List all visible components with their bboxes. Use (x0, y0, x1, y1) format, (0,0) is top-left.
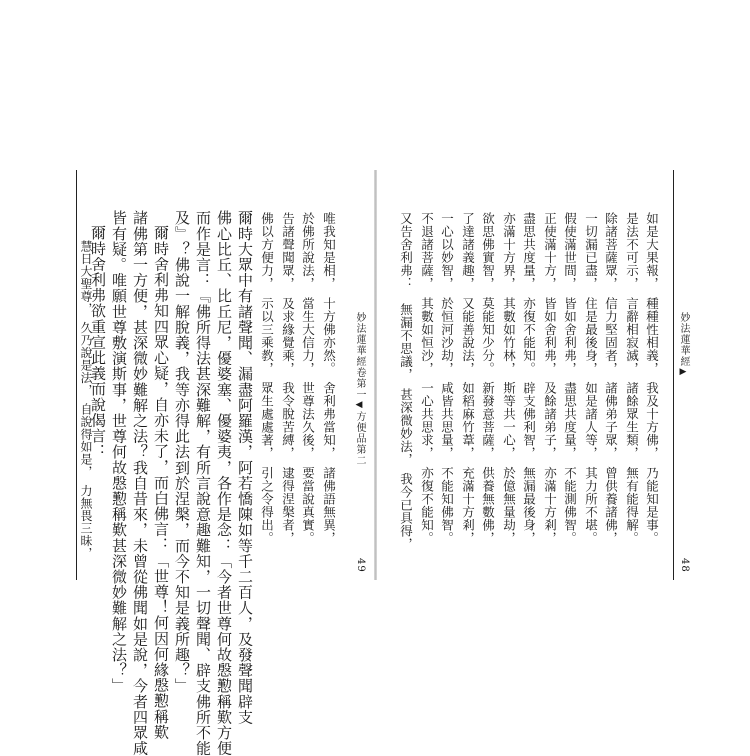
left-page-edge (76, 170, 77, 580)
prose-column: 皆有疑。唯願世尊敷演斯事，世尊何故慇懃稱歎甚深微妙難解之法？」 (110, 210, 128, 694)
prose-column: 佛心比丘、比丘尼，優婆塞、優婆夷，各作是念：「今者世尊何故慇懃稱歎方便 (215, 210, 233, 756)
prose-column: 爾時舍利弗欲重宣此義而說偈言： (89, 225, 107, 459)
verse-column: 除諸菩薩眾， 信力堅固者， 諸佛弟子眾， 曾供養諸佛， (603, 212, 619, 545)
right-page-number: 48 (679, 558, 690, 573)
verse-column: 於佛所說法， 當生大信力， 世尊法久後， 要當說真實。 (300, 212, 316, 545)
left-page-number: 49 (355, 558, 366, 573)
right-page-header (678, 312, 688, 378)
verse-column: 慧日大聖尊， 久乃說是法， 自說得如是， 力無畏三昧， (79, 240, 93, 560)
verse-column: 亦滿十方界， 其數如竹林， 斯等共一心， 於億無量劫， (501, 212, 517, 545)
verse-column: 一切漏已盡， 住是最後身， 如是諸人等， 其力所不堪。 (583, 212, 599, 545)
header-title: 妙法蓮華經卷第一 (354, 312, 365, 400)
prose-column: 爾時舍利弗知四眾心疑，自亦未了，而白佛言：「世尊！何因何緣慇懃稱歎 (152, 225, 170, 740)
prose-column: 爾時大眾中有諸聲聞、漏盡阿羅漢，阿若憍陳如等千二百人，及發聲聞辟支 (236, 210, 254, 725)
verse-column: 了達諸義趣， 又能善說法， 如稻麻竹葦， 充滿十方剎， (460, 212, 476, 545)
verse-column: 佛以方便力， 示以三乘教， 眾生處處著， 引之令得出。 (259, 212, 275, 545)
header-chapter: 方便品第二 (354, 411, 365, 466)
book-gutter (374, 170, 377, 580)
verse-column: 唯我知是相， 十方佛亦然。 舍利弗當知， 諸佛語無異， (321, 212, 337, 545)
left-page-header (354, 312, 364, 466)
header-title: 妙法蓮華經 (678, 312, 689, 367)
verse-column: 又告舍利弗： 無漏不思議， 甚深微妙法， 我今已具得， (398, 212, 414, 551)
verse-column: 正使滿十方， 皆如舍利弗， 及餘諸弟子， 亦滿十方剎， (542, 212, 558, 545)
prose-column: 諸佛第一方便，甚深微妙難解之法？我自昔來，未曾從佛聞如是說，今者四眾咸 (131, 210, 149, 756)
verse-column: 一心以妙智， 於恒河沙劫， 咸皆共思量， 不能知佛智。 (439, 212, 455, 545)
verse-column: 是法不可示， 言辭相寂滅， 諸餘眾生類， 無有能得解。 (624, 212, 640, 545)
verse-column: 不退諸菩薩， 其數如恒沙， 一心共思求， 亦復不能知。 (419, 212, 435, 545)
verse-column: 假使滿世間， 皆如舍利弗， 盡思共度量， 不能測佛智。 (562, 212, 578, 545)
triangle-marker-icon: ▶ (678, 367, 688, 378)
verse-column: 欲思佛實智， 莫能知少分。 新發意菩薩， 供養無數佛， (480, 212, 496, 545)
triangle-marker-icon: ◀ (354, 400, 364, 411)
prose-column: 而作是言：『佛所得法甚深難解，有所言說意趣難知，一切聲聞、辟支佛所不能 (194, 210, 212, 756)
verse-column: 如是大果報， 種種性相義， 我及十方佛， 乃能知是事。 (644, 212, 660, 545)
verse-column: 盡思共度量， 亦復不能知。 辟支佛利智， 無漏最後身， (521, 212, 537, 545)
verse-column: 告諸聲聞眾， 及求緣覺乘， 我令脫苦縛， 逮得涅槃者， (280, 212, 296, 545)
right-page-edge (673, 170, 674, 580)
prose-column: 及』？佛說一解脫義，我等亦得此法到於涅槃，而今不知是義所趣？」 (173, 210, 191, 694)
